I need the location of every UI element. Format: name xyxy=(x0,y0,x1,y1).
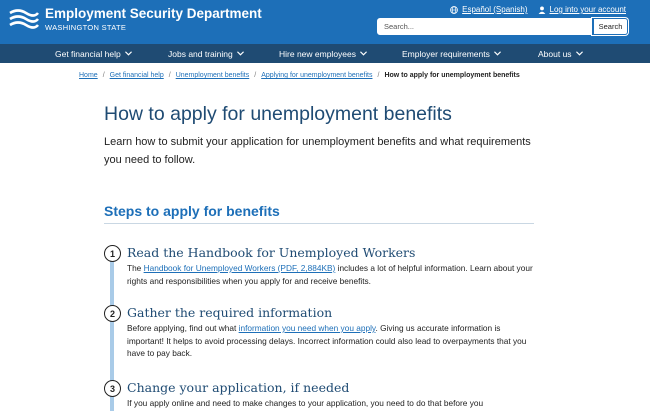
page-intro: Learn how to submit your application for unemployment benefits and what requirements you need to follow. xyxy=(104,136,531,166)
step-title: Gather the required information xyxy=(127,305,333,320)
site-header xyxy=(0,0,650,44)
chevron-down-icon xyxy=(494,51,501,56)
main-nav xyxy=(0,44,650,63)
step-number: 2 xyxy=(104,305,121,322)
step-title: Change your application, if needed xyxy=(127,380,350,395)
page-title: How to apply for unemployment benefits xyxy=(104,103,452,125)
breadcrumb-current: How to apply for unemployment benefits xyxy=(384,72,520,79)
nav-employer-requirements[interactable] xyxy=(402,44,501,63)
breadcrumb-applying[interactable]: Applying for unemployment benefits xyxy=(261,72,373,79)
person-icon xyxy=(538,6,546,14)
nav-label: Get financial help xyxy=(55,48,121,59)
section-divider xyxy=(104,223,534,224)
breadcrumb-home[interactable]: Home xyxy=(79,72,98,79)
site-subtitle: WASHINGTON STATE xyxy=(45,23,127,32)
nav-about-us[interactable] xyxy=(538,44,583,63)
step-number: 3 xyxy=(104,380,121,397)
language-link[interactable]: Español (Spanish) xyxy=(462,5,528,14)
nav-jobs-and-training[interactable] xyxy=(168,44,244,63)
chevron-down-icon xyxy=(360,51,367,56)
breadcrumb-separator: / xyxy=(168,72,171,79)
breadcrumb-separator: / xyxy=(377,72,380,79)
nav-hire-new-employees[interactable] xyxy=(279,44,367,63)
required-info-link[interactable]: information you need when you apply xyxy=(238,323,376,333)
section-title: Steps to apply for benefits xyxy=(104,203,280,219)
breadcrumb-get-financial-help[interactable]: Get financial help xyxy=(109,72,164,79)
globe-icon xyxy=(450,6,458,14)
chevron-down-icon xyxy=(125,51,132,56)
search-input[interactable] xyxy=(377,18,594,35)
nav-get-financial-help[interactable] xyxy=(55,44,132,63)
search-form xyxy=(377,18,628,35)
breadcrumb xyxy=(79,72,520,79)
breadcrumb-separator: / xyxy=(102,72,105,79)
step-text-after: includes a lot of helpful information. Learn about your rights and responsibilities when you apply for and receive benefits. xyxy=(127,263,533,286)
nav-label: About us xyxy=(538,48,572,59)
utility-links xyxy=(450,5,626,14)
login-link[interactable]: Log into your account xyxy=(549,5,626,14)
site-title: Employment Security Department xyxy=(45,6,262,21)
step-description xyxy=(127,397,537,410)
step-number: 1 xyxy=(104,245,121,262)
nav-label: Jobs and training xyxy=(168,48,233,59)
step-text-before: Before applying, find out what xyxy=(127,323,239,333)
wave-logo-icon xyxy=(8,8,40,30)
chevron-down-icon xyxy=(237,51,244,56)
handbook-link[interactable]: Handbook for Unemployed Workers (PDF, 2,884KB) xyxy=(143,263,336,273)
nav-label: Employer requirements xyxy=(402,48,490,59)
step-text-before: If you apply online and need to make changes to your application, you need to do that before you xyxy=(127,398,484,408)
search-button[interactable]: Search xyxy=(592,18,628,35)
nav-label: Hire new employees xyxy=(279,48,357,59)
site-logo[interactable] xyxy=(8,6,262,32)
chevron-down-icon xyxy=(576,51,583,56)
step-description xyxy=(127,322,537,360)
step-text-after: . Giving us accurate information is important! It helps to avoid processing delays. Incorrect information could also lead to overpayments that you have to pay back. xyxy=(127,323,527,358)
step-text-before: The xyxy=(127,263,144,273)
step-title: Read the Handbook for Unemployed Workers xyxy=(127,245,416,260)
breadcrumb-unemployment-benefits[interactable]: Unemployment benefits xyxy=(175,72,250,79)
step-description xyxy=(127,262,537,287)
breadcrumb-separator: / xyxy=(254,72,257,79)
